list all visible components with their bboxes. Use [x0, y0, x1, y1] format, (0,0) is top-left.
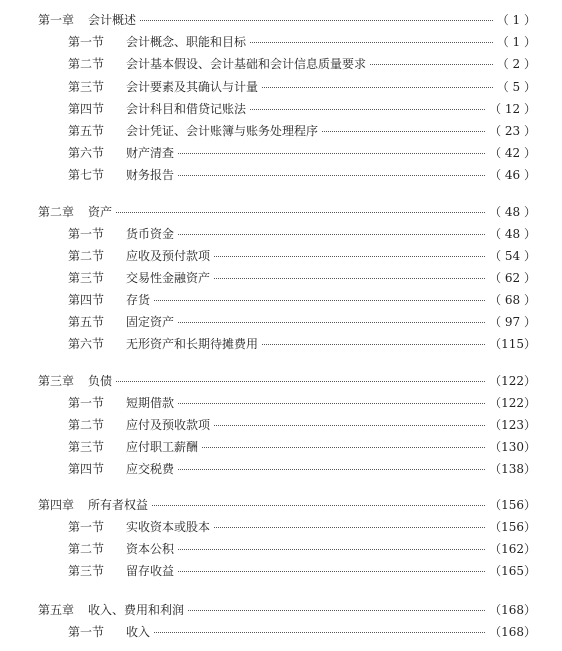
page-number: （ 48 ）	[489, 205, 536, 219]
dot-leader	[178, 322, 485, 323]
section-number: 第一节	[68, 625, 105, 639]
section-title: 留存收益	[126, 564, 175, 578]
toc-section[interactable]	[68, 292, 536, 308]
toc-section[interactable]	[68, 461, 536, 477]
dot-leader	[140, 20, 493, 21]
section-title: 会计基本假设、会计基础和会计信息质量要求	[126, 57, 367, 71]
page-number: （ 5 ）	[496, 80, 536, 94]
toc-section[interactable]	[68, 167, 536, 183]
dot-leader	[262, 344, 485, 345]
toc-section[interactable]	[68, 56, 536, 72]
section-title: 货币资金	[126, 227, 175, 241]
section-number: 第四节	[68, 293, 105, 307]
section-title: 实收资本或股本	[126, 520, 211, 534]
chapter-title: 资产	[88, 205, 113, 219]
dot-leader	[214, 278, 485, 279]
chapter-number: 第五章	[38, 603, 75, 617]
dot-leader	[178, 403, 485, 404]
page-number: （156）	[489, 520, 536, 534]
toc-section[interactable]	[68, 439, 536, 455]
section-title: 会计科目和借贷记账法	[126, 102, 247, 116]
page-number: （ 42 ）	[489, 146, 536, 160]
page-number: （168）	[489, 603, 536, 617]
dot-leader	[188, 610, 485, 611]
toc-section[interactable]	[68, 34, 536, 50]
chapter-title: 会计概述	[88, 13, 137, 27]
page-number: （162）	[489, 542, 536, 556]
dot-leader	[154, 632, 485, 633]
toc-chapter-2[interactable]	[38, 204, 536, 220]
dot-leader	[116, 212, 485, 213]
dot-leader	[152, 505, 485, 506]
toc-section[interactable]	[68, 226, 536, 242]
section-number: 第六节	[68, 146, 105, 160]
section-number: 第四节	[68, 102, 105, 116]
section-title: 会计要素及其确认与计量	[126, 80, 259, 94]
page-number: （165）	[489, 564, 536, 578]
dot-leader	[370, 64, 493, 65]
dot-leader	[262, 87, 493, 88]
page-number: （ 48 ）	[489, 227, 536, 241]
section-title: 收入	[126, 625, 151, 639]
section-title: 应付职工薪酬	[126, 440, 199, 454]
section-number: 第一节	[68, 396, 105, 410]
section-number: 第五节	[68, 124, 105, 138]
page-number: （115）	[489, 337, 536, 351]
page-number: （ 46 ）	[489, 168, 536, 182]
dot-leader	[178, 469, 485, 470]
toc-section[interactable]	[68, 417, 536, 433]
page-number: （ 97 ）	[489, 315, 536, 329]
toc-section[interactable]	[68, 519, 536, 535]
page-number: （ 68 ）	[489, 293, 536, 307]
toc-section[interactable]	[68, 123, 536, 139]
toc-section[interactable]	[68, 314, 536, 330]
section-number: 第三节	[68, 564, 105, 578]
chapter-title: 负债	[88, 374, 113, 388]
section-title: 短期借款	[126, 396, 175, 410]
toc-section[interactable]	[68, 541, 536, 557]
page-number: （122）	[489, 396, 536, 410]
section-number: 第三节	[68, 440, 105, 454]
section-title: 应收及预付款项	[126, 249, 211, 263]
page-number: （122）	[489, 374, 536, 388]
chapter-title: 收入、费用和利润	[88, 603, 185, 617]
section-title: 会计凭证、会计账簿与账务处理程序	[126, 124, 319, 138]
chapter-title: 所有者权益	[88, 498, 149, 512]
dot-leader	[178, 549, 485, 550]
dot-leader	[178, 175, 485, 176]
section-title: 固定资产	[126, 315, 175, 329]
page-number: （130）	[489, 440, 536, 454]
dot-leader	[214, 256, 485, 257]
section-number: 第四节	[68, 462, 105, 476]
dot-leader	[154, 300, 485, 301]
toc-section[interactable]	[68, 79, 536, 95]
section-number: 第七节	[68, 168, 105, 182]
section-title: 应交税费	[126, 462, 175, 476]
section-title: 无形资产和长期待摊费用	[126, 337, 259, 351]
toc-section[interactable]	[68, 336, 536, 352]
dot-leader	[202, 447, 485, 448]
chapter-number: 第二章	[38, 205, 75, 219]
section-title: 存货	[126, 293, 151, 307]
toc-section[interactable]	[68, 563, 536, 579]
section-number: 第三节	[68, 271, 105, 285]
toc-section[interactable]	[68, 624, 536, 640]
page-number: （ 12 ）	[489, 102, 536, 116]
dot-leader	[250, 109, 485, 110]
dot-leader	[178, 153, 485, 154]
section-number: 第五节	[68, 315, 105, 329]
page-number: （ 1 ）	[496, 13, 536, 27]
page-number: （ 62 ）	[489, 271, 536, 285]
section-number: 第三节	[68, 80, 105, 94]
section-number: 第一节	[68, 227, 105, 241]
toc-section[interactable]	[68, 101, 536, 117]
section-title: 会计概念、职能和目标	[126, 35, 247, 49]
toc-chapter-4[interactable]	[38, 497, 536, 513]
dot-leader	[250, 42, 493, 43]
toc-chapter-5[interactable]	[38, 602, 536, 618]
page-number: （ 2 ）	[496, 57, 536, 71]
page-number: （168）	[489, 625, 536, 639]
section-title: 财产清查	[126, 146, 175, 160]
dot-leader	[116, 381, 485, 382]
section-title: 资本公积	[126, 542, 175, 556]
section-number: 第一节	[68, 35, 105, 49]
page-number: （156）	[489, 498, 536, 512]
page-number: （ 23 ）	[489, 124, 536, 138]
chapter-number: 第三章	[38, 374, 75, 388]
toc-section[interactable]	[68, 270, 536, 286]
toc-section[interactable]	[68, 145, 536, 161]
toc-section[interactable]	[68, 395, 536, 411]
page-number: （ 1 ）	[496, 35, 536, 49]
page-number: （ 54 ）	[489, 249, 536, 263]
dot-leader	[322, 131, 485, 132]
section-number: 第一节	[68, 520, 105, 534]
dot-leader	[214, 425, 485, 426]
section-number: 第二节	[68, 542, 105, 556]
toc-chapter-1[interactable]	[38, 12, 536, 28]
section-title: 应付及预收款项	[126, 418, 211, 432]
section-number: 第二节	[68, 418, 105, 432]
chapter-number: 第四章	[38, 498, 75, 512]
toc-section[interactable]	[68, 248, 536, 264]
section-number: 第二节	[68, 57, 105, 71]
page-number: （138）	[489, 462, 536, 476]
toc-chapter-3[interactable]	[38, 373, 536, 389]
dot-leader	[178, 571, 485, 572]
dot-leader	[178, 234, 485, 235]
dot-leader	[214, 527, 485, 528]
section-title: 交易性金融资产	[126, 271, 211, 285]
page-number: （123）	[489, 418, 536, 432]
chapter-number: 第一章	[38, 13, 75, 27]
section-number: 第二节	[68, 249, 105, 263]
section-title: 财务报告	[126, 168, 175, 182]
section-number: 第六节	[68, 337, 105, 351]
